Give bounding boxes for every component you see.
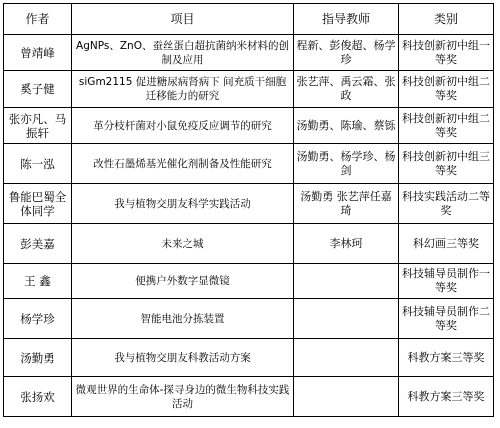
- cell-advisor: 汤勤勇、陈瑜、蔡铄: [294, 108, 399, 144]
- cell-category: 科技创新初中组二等奖: [399, 108, 494, 144]
- table-row: [4, 108, 494, 144]
- cell-author: 汤勤勇: [4, 339, 72, 377]
- cell-advisor: [294, 264, 399, 299]
- cell-category: 科技辅导员制作一等奖: [399, 264, 494, 299]
- cell-author: 曾靖峰: [4, 35, 72, 71]
- table-row: [4, 224, 494, 264]
- cell-project: 革分枝杆菌对小鼠免疫反应调节的研究: [72, 108, 294, 144]
- cell-advisor: 张艺萍、禹云霜、张政: [294, 71, 399, 108]
- header-category: 类别: [399, 4, 494, 35]
- awards-table: [3, 3, 494, 417]
- header-row: [4, 4, 494, 35]
- cell-advisor: 汤勤勇、杨学珍、杨剑: [294, 144, 399, 184]
- cell-author: 陈一泓: [4, 144, 72, 184]
- table-row: [4, 339, 494, 377]
- cell-project: 我与植物交朋友科学实践活动: [72, 184, 294, 224]
- header-advisor: 指导教师: [294, 4, 399, 35]
- cell-project: 便携户外数字显微镜: [72, 264, 294, 299]
- cell-category: 科技创新初中组二等奖: [399, 71, 494, 108]
- cell-category: 科教方案三等奖: [399, 377, 494, 417]
- cell-category: 科技实践活动二等奖: [399, 184, 494, 224]
- table-row: [4, 35, 494, 71]
- table-row: [4, 71, 494, 108]
- header-author: 作者: [4, 4, 72, 35]
- cell-project: 我与植物交朋友科教活动方案: [72, 339, 294, 377]
- cell-author: 张扬欢: [4, 377, 72, 417]
- cell-project: 智能电池分拣装置: [72, 299, 294, 339]
- cell-project: 未来之城: [72, 224, 294, 264]
- cell-category: 科幻画三等奖: [399, 224, 494, 264]
- table-row: [4, 184, 494, 224]
- cell-advisor: [294, 339, 399, 377]
- cell-advisor: 李林珂: [294, 224, 399, 264]
- cell-advisor: [294, 299, 399, 339]
- cell-advisor: 程新、彭俊超、杨学珍: [294, 35, 399, 71]
- cell-category: 科技辅导员制作二等奖: [399, 299, 494, 339]
- cell-project: siGm2115 促进糖尿病肾病下 间充质干细胞迁移能力的研究: [72, 71, 294, 108]
- cell-category: 科技创新初中组三等奖: [399, 144, 494, 184]
- header-project: 项目: [72, 4, 294, 35]
- cell-author: 王 鑫: [4, 264, 72, 299]
- cell-advisor: 汤勤勇 张艺萍任嘉琦: [294, 184, 399, 224]
- cell-category: 科技创新初中组一等奖: [399, 35, 494, 71]
- cell-author: 鲁能巴蜀全体同学: [4, 184, 72, 224]
- cell-author: 杨学珍: [4, 299, 72, 339]
- cell-author: 奚子健: [4, 71, 72, 108]
- cell-author: 张亦凡、马振轩: [4, 108, 72, 144]
- cell-category: 科教方案三等奖: [399, 339, 494, 377]
- cell-advisor: [294, 377, 399, 417]
- cell-author: 彭美嘉: [4, 224, 72, 264]
- table-row: [4, 299, 494, 339]
- table-row: [4, 144, 494, 184]
- table-row: [4, 377, 494, 417]
- cell-project: AgNPs、ZnO、蚕丝蛋白超抗菌纳米材料的创制及应用: [72, 35, 294, 71]
- awards-table-container: [3, 3, 494, 417]
- table-row: [4, 264, 494, 299]
- cell-project: 微观世界的生命体-探寻身边的微生物科技实践活动: [72, 377, 294, 417]
- cell-project: 改性石墨烯基光催化剂制备及性能研究: [72, 144, 294, 184]
